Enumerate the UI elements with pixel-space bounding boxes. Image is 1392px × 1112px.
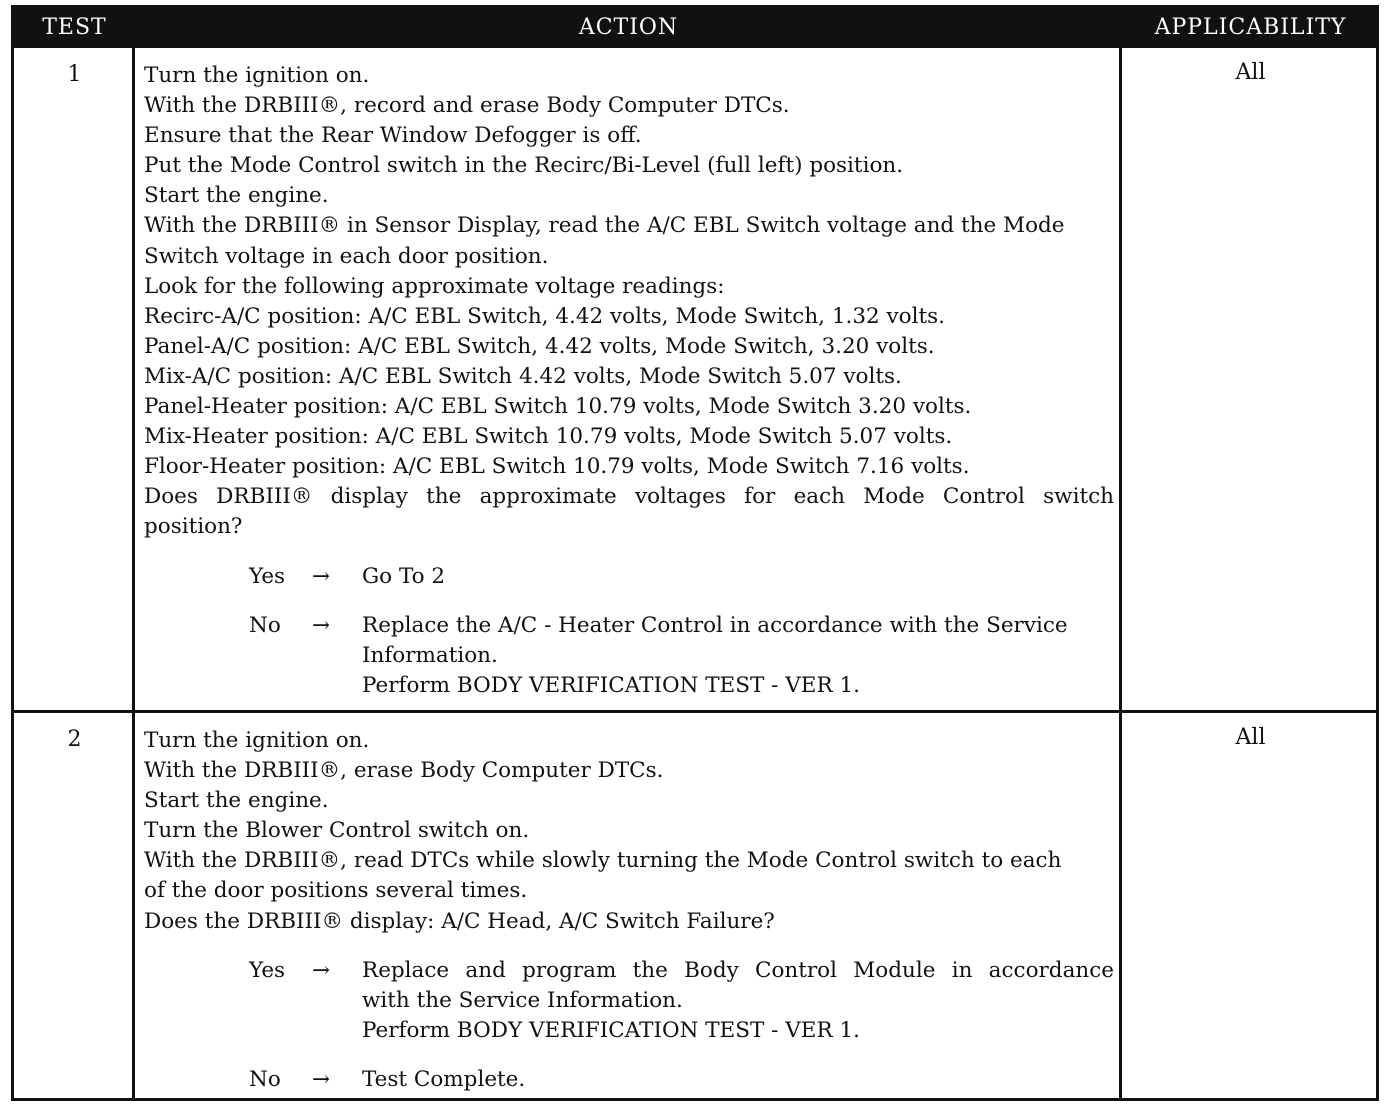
action-line: Turn the ignition on. <box>144 728 370 753</box>
action-line: Mix-Heater position: A/C EBL Switch 10.79 volts, Mode Switch 5.07 volts. <box>144 424 953 450</box>
action-line: With the DRBIII®, read DTCs while slowly turning the Mode Control switch to each <box>144 848 1062 874</box>
action-line: With the DRBIII®, erase Body Computer DTCs. <box>144 758 664 784</box>
header-applicability: APPLICABILITY <box>1154 15 1347 40</box>
test-number: 2 <box>67 727 82 752</box>
outcome-label: No <box>249 612 281 638</box>
applicability-value: All <box>1235 725 1266 750</box>
action-line: Does DRBIII® display the approximate voltages for each Mode Control switch <box>144 484 1114 510</box>
action-line: With the DRBIII® in Sensor Display, read the A/C EBL Switch voltage and the Mode <box>144 213 1065 239</box>
action-line: Put the Mode Control switch in the Recirc/Bi-Level (full left) position. <box>144 153 904 179</box>
outcome-line: Replace and program the Body Control Module in accordance <box>362 957 1114 983</box>
header-test: TEST <box>42 15 107 40</box>
action-line: Mix-A/C position: A/C EBL Switch 4.42 volts, Mode Switch 5.07 volts. <box>144 363 902 389</box>
action-text <box>144 61 1114 701</box>
outcome-line: Information. <box>362 642 498 668</box>
outcome-line: Test Complete. <box>362 1066 526 1092</box>
action-line: Panel-A/C position: A/C EBL Switch, 4.42 volts, Mode Switch, 3.20 volts. <box>144 333 935 359</box>
outcome-line: Go To 2 <box>362 563 446 589</box>
action-line: Panel-Heater position: A/C EBL Switch 10.79 volts, Mode Switch 3.20 volts. <box>144 394 972 420</box>
arrow-right-icon: → <box>312 563 331 589</box>
action-line: Ensure that the Rear Window Defogger is off. <box>144 123 642 149</box>
action-line: of the door positions several times. <box>144 878 528 904</box>
table-row <box>14 713 1376 1101</box>
applicability-value: All <box>1235 60 1266 85</box>
outcome-yes <box>144 562 1114 592</box>
table-row <box>14 48 1376 710</box>
action-line: Start the engine. <box>144 788 329 814</box>
outcome-line: Perform BODY VERIFICATION TEST - VER 1. <box>362 1017 861 1043</box>
arrow-right-icon: → <box>312 612 331 638</box>
outcome-line: Perform BODY VERIFICATION TEST - VER 1. <box>362 672 861 698</box>
arrow-right-icon: → <box>312 957 331 983</box>
action-line: Does the DRBIII® display: A/C Head, A/C Switch Failure? <box>144 908 775 934</box>
header-action: ACTION <box>578 15 679 40</box>
outcome-label: No <box>249 1066 281 1092</box>
diagnostic-table <box>11 5 1379 1101</box>
action-line: Switch voltage in each door position. <box>144 243 549 269</box>
outcome-no <box>144 611 1114 701</box>
test-number: 1 <box>67 62 82 87</box>
action-text <box>144 726 1114 1095</box>
action-line: position? <box>144 514 243 540</box>
action-line: With the DRBIII®, record and erase Body Computer DTCs. <box>144 93 790 119</box>
table-header <box>14 8 1376 48</box>
outcome-label: Yes <box>249 957 286 983</box>
outcome-no <box>144 1065 1114 1095</box>
outcome-line: with the Service Information. <box>362 987 683 1013</box>
action-line: Turn the ignition on. <box>144 63 370 88</box>
action-line: Start the engine. <box>144 183 329 209</box>
action-line: Floor-Heater position: A/C EBL Switch 10.79 volts, Mode Switch 7.16 volts. <box>144 454 970 480</box>
action-line: Turn the Blower Control switch on. <box>144 818 530 844</box>
outcome-yes <box>144 956 1114 1046</box>
action-line: Recirc-A/C position: A/C EBL Switch, 4.42 volts, Mode Switch, 1.32 volts. <box>144 303 946 329</box>
action-line: Look for the following approximate voltage readings: <box>144 273 725 299</box>
outcome-label: Yes <box>249 563 286 589</box>
arrow-right-icon: → <box>312 1066 331 1092</box>
outcome-line: Replace the A/C - Heater Control in accordance with the Service <box>362 612 1068 638</box>
